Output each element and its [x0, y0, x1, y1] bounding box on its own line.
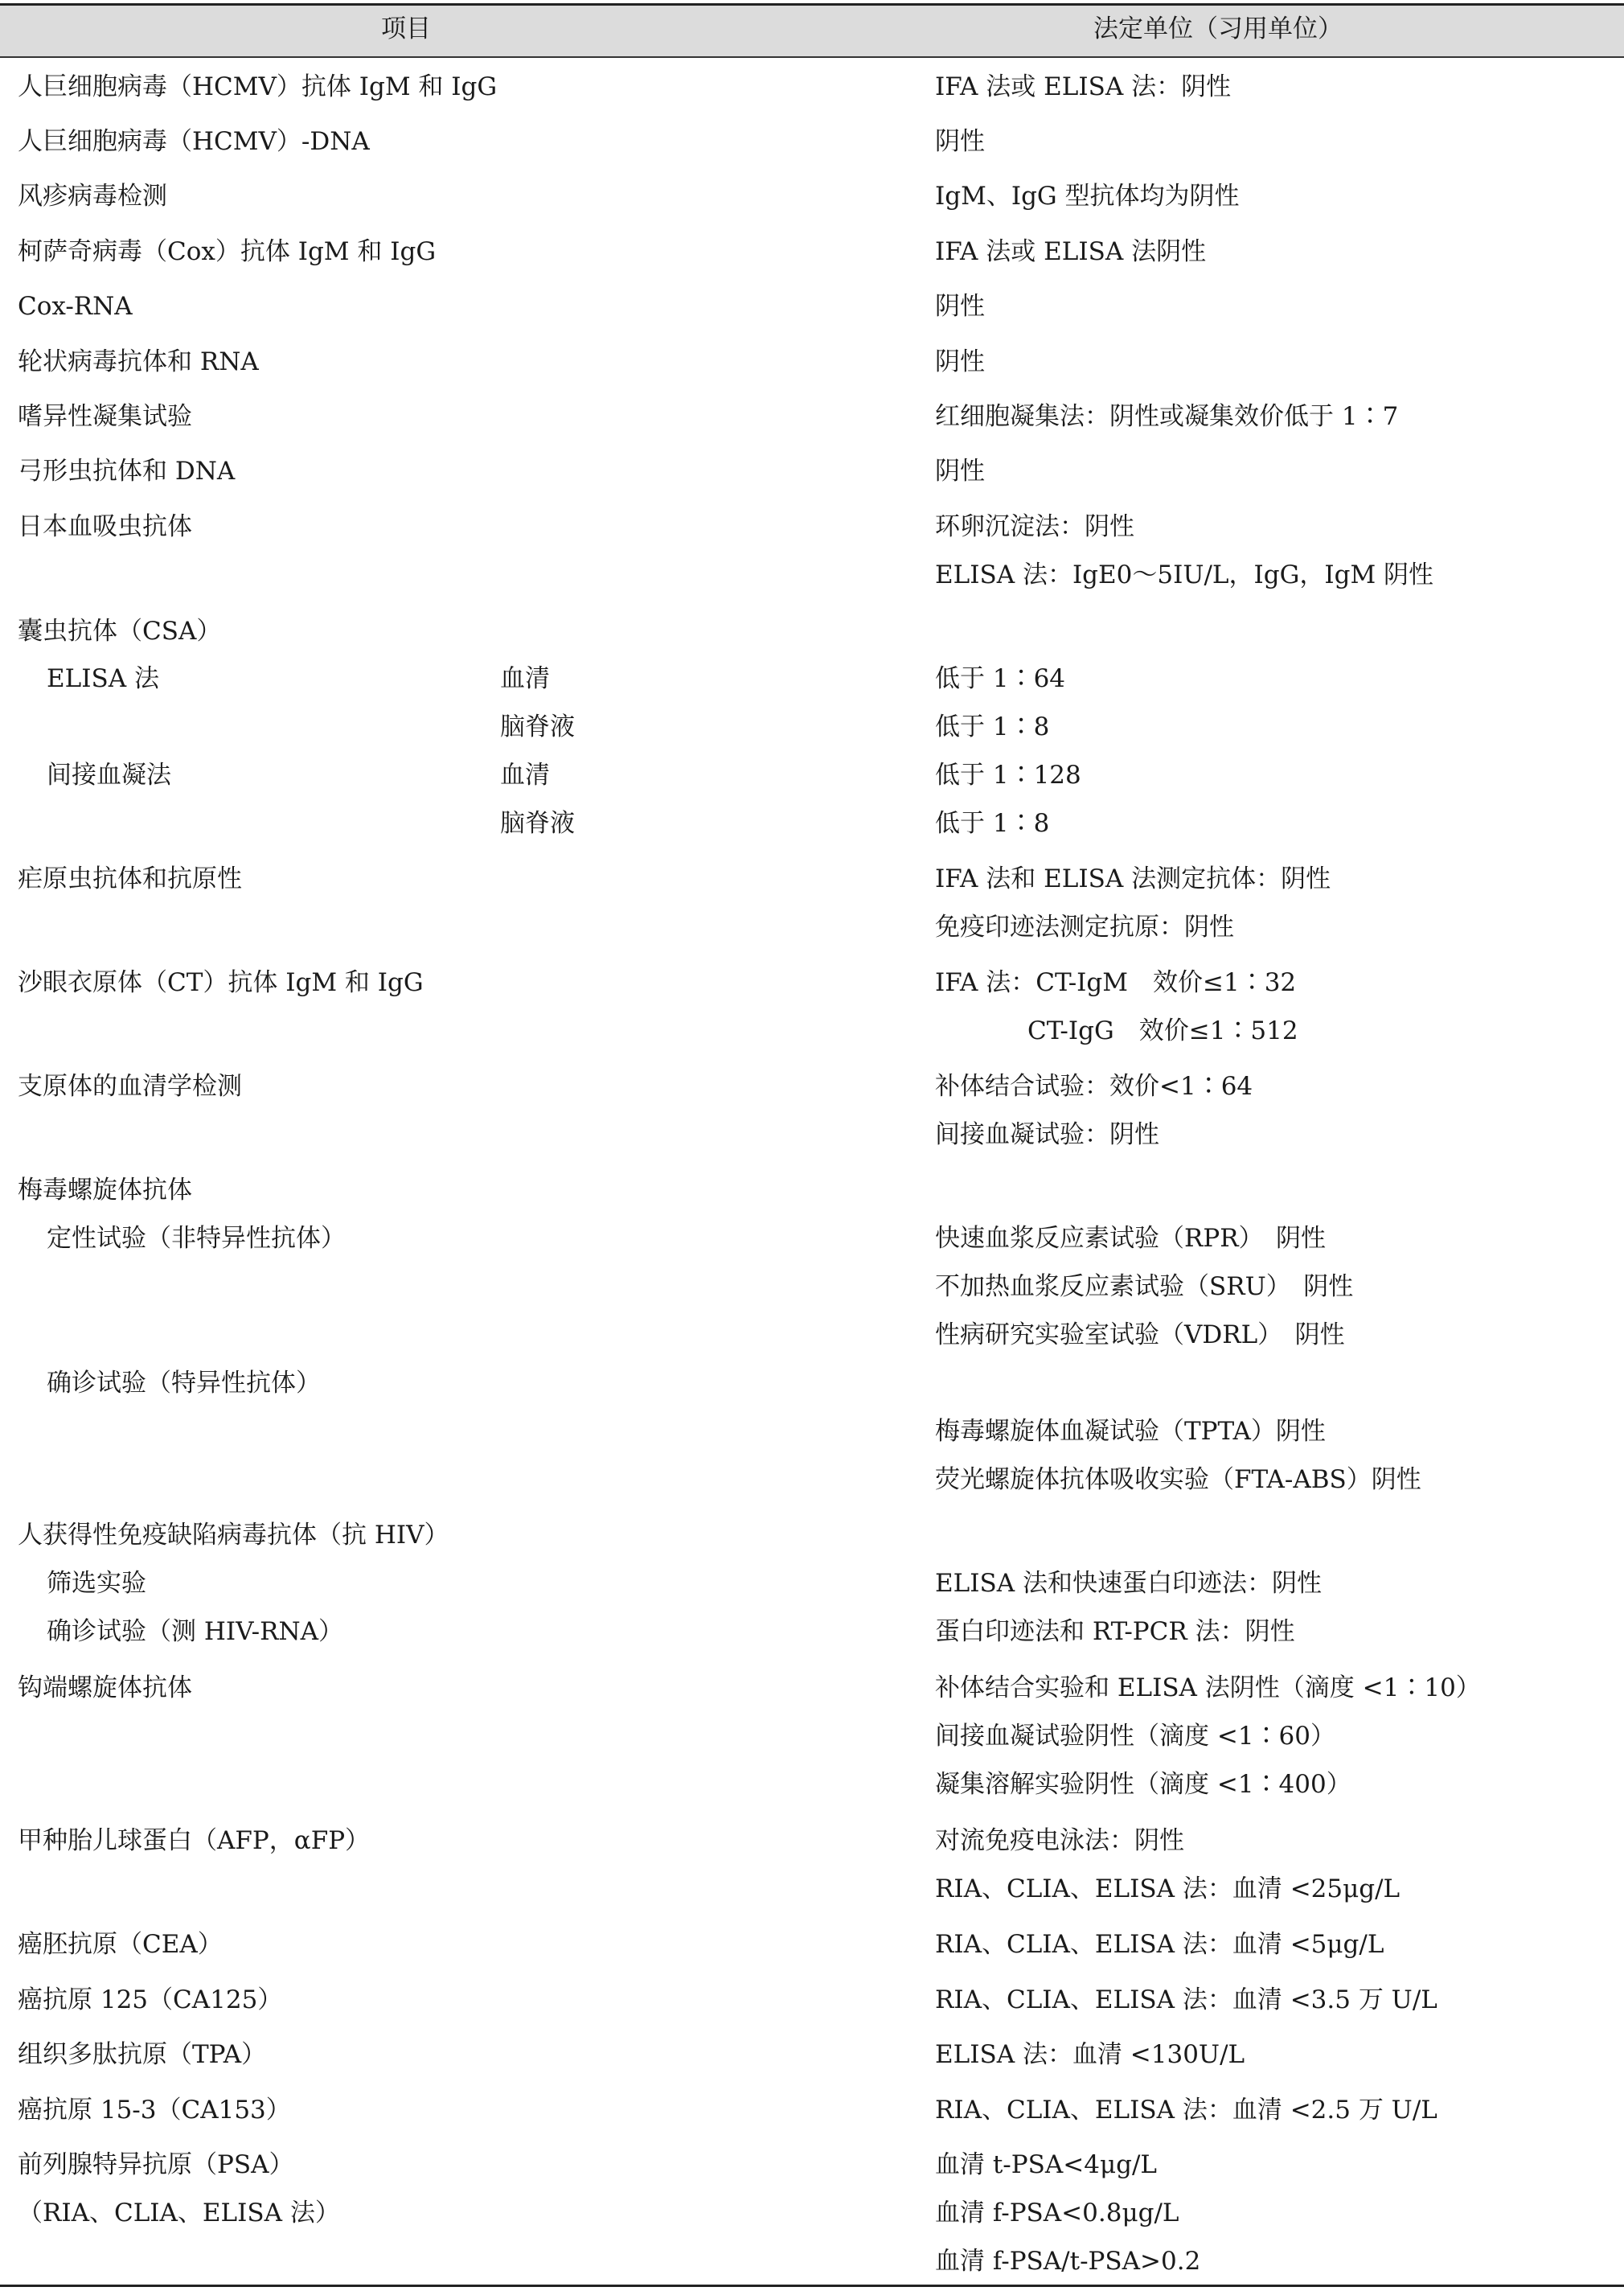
row-value: RIA、CLIA、ELISA 法：血清 <2.5 万 U/L: [935, 2096, 1437, 2125]
row-value: IFA 法和 ELISA 法测定抗体：阴性: [935, 864, 1331, 893]
row-item: 轮状病毒抗体和 RNA: [18, 347, 259, 376]
row-item: 癌抗原 125（CA125）: [18, 1985, 283, 2014]
row-item: 支原体的血清学检测: [18, 1072, 242, 1101]
row-item: 癌胚抗原（CEA）: [18, 1930, 223, 1959]
row-specimen: 脑脊液: [500, 809, 575, 838]
row-value: ELISA 法和快速蛋白印迹法：阴性: [935, 1569, 1322, 1598]
row-value-line3: 血清 f-PSA/t-PSA>0.2: [935, 2247, 1201, 2276]
row-item: 钩端螺旋体抗体: [18, 1673, 192, 1702]
row-value-line2: RIA、CLIA、ELISA 法：血清 <25μg/L: [935, 1874, 1400, 1903]
row-value-line2: 间接血凝试验阴性（滴度 <1∶60）: [935, 1722, 1335, 1751]
row-value: 环卵沉淀法：阴性: [935, 512, 1134, 541]
row-value: 低于 1∶8: [935, 809, 1050, 838]
row-item: 柯萨奇病毒（Cox）抗体 IgM 和 IgG: [18, 237, 437, 266]
row-value: 补体结合实验和 ELISA 法阴性（滴度 <1∶10）: [935, 1673, 1481, 1702]
row-item: 前列腺特异抗原（PSA）: [18, 2150, 294, 2179]
row-value: RIA、CLIA、ELISA 法：血清 <5μg/L: [935, 1930, 1384, 1959]
row-value: ELISA 法：血清 <130U/L: [935, 2040, 1245, 2069]
row-value: 梅毒螺旋体血凝试验（TPTA）阴性: [935, 1417, 1326, 1446]
row-value: 红细胞凝集法：阴性或凝集效价低于 1∶7: [935, 402, 1399, 431]
row-item: 人巨细胞病毒（HCMV）-DNA: [18, 127, 370, 156]
row-subitem: 确诊试验（测 HIV-RNA）: [47, 1617, 344, 1646]
row-value: 蛋白印迹法和 RT-PCR 法：阴性: [935, 1617, 1295, 1646]
row-value: RIA、CLIA、ELISA 法：血清 <3.5 万 U/L: [935, 1985, 1437, 2014]
row-value: 阴性: [935, 347, 985, 376]
row-item: 日本血吸虫抗体: [18, 512, 192, 541]
row-item: 囊虫抗体（CSA）: [18, 617, 222, 646]
row-item: 梅毒螺旋体抗体: [18, 1176, 192, 1205]
row-subitem: 确诊试验（特异性抗体）: [47, 1369, 321, 1398]
row-subitem: ELISA 法: [47, 664, 159, 693]
row-value-line2: 间接血凝试验：阴性: [935, 1120, 1159, 1149]
row-value: 快速血浆反应素试验（RPR） 阴性: [935, 1224, 1327, 1253]
row-item: 弓形虫抗体和 DNA: [18, 457, 236, 486]
row-value-line3: 性病研究实验室试验（VDRL） 阴性: [935, 1320, 1345, 1349]
row-subitem: 间接血凝法: [47, 761, 171, 790]
row-item: Cox-RNA: [18, 292, 133, 321]
column-header-item: 项目: [381, 14, 431, 43]
row-value-line2: 血清 f-PSA<0.8μg/L: [935, 2199, 1179, 2227]
row-value: IgM、IgG 型抗体均为阴性: [935, 182, 1240, 211]
row-value-line2: ELISA 法：IgE0～5IU/L，IgG，IgM 阴性: [935, 560, 1434, 589]
row-subitem: 筛选实验: [47, 1569, 146, 1598]
row-value: 低于 1∶8: [935, 712, 1050, 741]
row-value: 阴性: [935, 457, 985, 486]
row-item: 疟原虫抗体和抗原性: [18, 864, 242, 893]
row-item: 甲种胎儿球蛋白（AFP，αFP）: [18, 1826, 371, 1855]
row-item: 嗜异性凝集试验: [18, 402, 192, 431]
row-specimen: 血清: [500, 761, 550, 790]
row-value-line2: 不加热血浆反应素试验（SRU） 阴性: [935, 1272, 1354, 1301]
row-value: 对流免疫电泳法：阴性: [935, 1826, 1184, 1855]
row-item: 癌抗原 15-3（CA153）: [18, 2096, 291, 2125]
row-value: 低于 1∶64: [935, 664, 1066, 693]
row-item: 沙眼衣原体（CT）抗体 IgM 和 IgG: [18, 968, 424, 997]
row-value: 低于 1∶128: [935, 761, 1081, 790]
column-header-unit: 法定单位（习用单位）: [1093, 14, 1343, 43]
row-item-line2: （RIA、CLIA、ELISA 法）: [18, 2199, 340, 2227]
row-value: IFA 法或 ELISA 法阴性: [935, 237, 1207, 266]
row-item: 人获得性免疫缺陷病毒抗体（抗 HIV）: [18, 1521, 449, 1550]
row-item: 人巨细胞病毒（HCMV）抗体 IgM 和 IgG: [18, 72, 498, 101]
row-item: 组织多肽抗原（TPA）: [18, 2040, 267, 2069]
row-value-line3: 凝集溶解实验阴性（滴度 <1∶400）: [935, 1770, 1351, 1799]
row-value: 阴性: [935, 127, 985, 156]
row-value-line2: 荧光螺旋体抗体吸收实验（FTA-ABS）阴性: [935, 1465, 1421, 1494]
row-subitem: 定性试验（非特异性抗体）: [47, 1224, 346, 1253]
row-value-line2: 免疫印迹法测定抗原：阴性: [935, 913, 1234, 942]
row-value: 血清 t-PSA<4μg/L: [935, 2150, 1157, 2179]
row-value: IFA 法或 ELISA 法：阴性: [935, 72, 1232, 101]
row-item: 风疹病毒检测: [18, 182, 167, 211]
header-rule: [0, 56, 1624, 58]
row-value-line2: CT-IgG 效价≤1∶512: [1027, 1016, 1298, 1045]
row-value: 补体结合试验：效价<1∶64: [935, 1072, 1253, 1101]
row-specimen: 脑脊液: [500, 712, 575, 741]
row-value: IFA 法：CT-IgM 效价≤1∶32: [935, 968, 1297, 997]
row-value: 阴性: [935, 292, 985, 321]
row-specimen: 血清: [500, 664, 550, 693]
table-bottom-rule: [0, 2285, 1624, 2287]
